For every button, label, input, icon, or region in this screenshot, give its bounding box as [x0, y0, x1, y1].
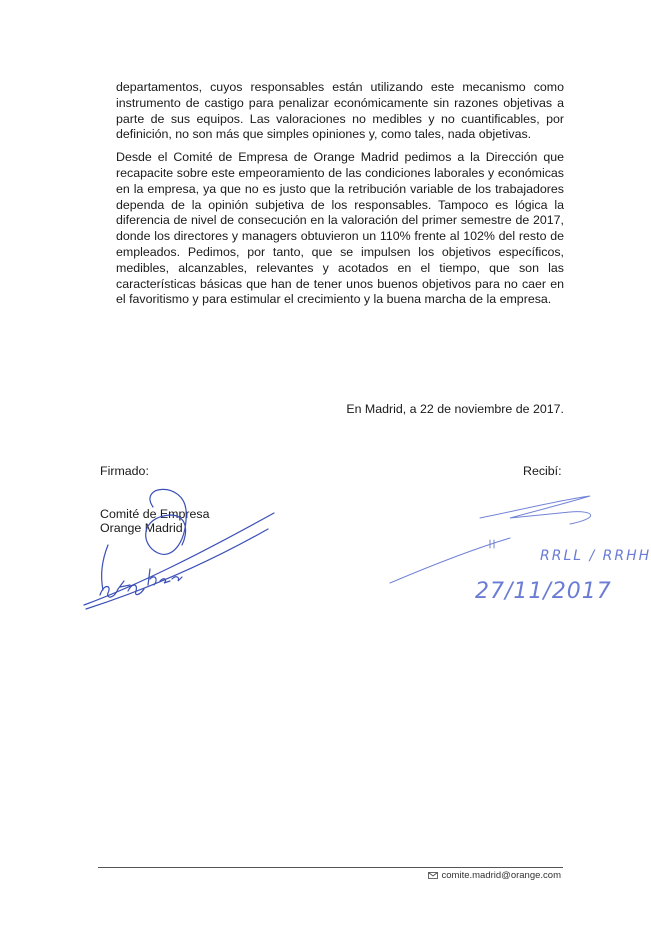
footer-email[interactable]: comite.madrid@orange.com [441, 870, 561, 881]
paragraph-1: departamentos, cuyos responsables están utilizando este mecanismo como instrumento de castigo para penalizar económicamente sin razones objetivas a parte de sus equipos. Las valoraciones no medibles y no cuantificables, por definición, no son más que simples opiniones y, como tales, nada objetivas. [116, 80, 564, 142]
received-label: Recibí: [523, 464, 562, 478]
envelope-icon [428, 872, 438, 879]
received-stamp-dept: RRLL / RRHH [540, 548, 651, 564]
signature-right [390, 488, 651, 613]
signer-organization: Orange Madrid [100, 521, 183, 535]
body-text [116, 80, 564, 315]
date-line: En Madrid, a 22 de noviembre de 2017. [346, 402, 564, 416]
signed-label: Firmado: [100, 464, 149, 478]
received-stamp-date: 27/11/2017 [475, 579, 612, 604]
footer-contact [428, 870, 561, 881]
paragraph-2: Desde el Comité de Empresa de Orange Madrid pedimos a la Dirección que recapacite sobre este empeoramiento de las condiciones laborales y económicas en la empresa, ya que no es justo que la retribución variable de los trabajadores dependa de la opinión subjetiva de los responsables. Tampoco es lógica la diferencia de nivel de consecución en la valoración del primer semestre de 2017, donde los directores y managers obtuvieron un 110% frente al 102% del resto de empleados. Pedimos, por tanto, que se impulsen los objetivos específicos, medibles, alcanzables, relevantes y acotados en el tiempo, que son las características básicas que han de tener unos buenos objetivos para no caer en el favoritismo y para estimular el crecimiento y la buena marcha de la empresa. [116, 150, 564, 307]
signature-left [78, 485, 278, 615]
footer-divider [98, 867, 563, 868]
signer-name: Comité de Empresa [100, 507, 210, 521]
